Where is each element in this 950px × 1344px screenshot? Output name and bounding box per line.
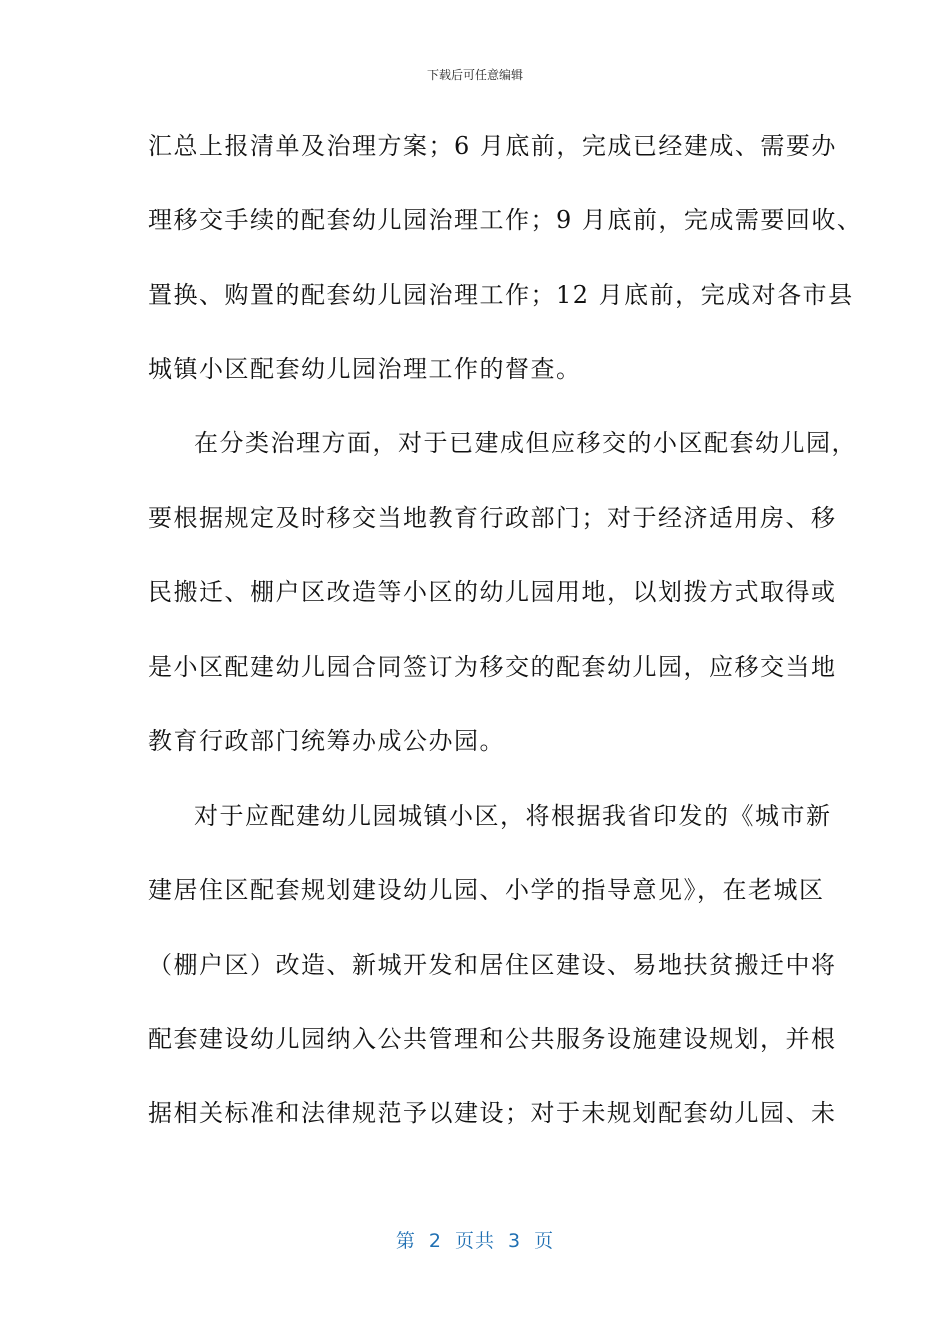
text-line: 配套建设幼儿园纳入公共管理和公共服务设施建设规划，并根 — [148, 1025, 837, 1053]
text-line: 理移交手续的配套幼儿园治理工作；9 月底前，完成需要回收、 — [148, 206, 863, 234]
text-line: 建居住区配套规划建设幼儿园、小学的指导意见》，在老城区 — [148, 876, 825, 904]
text-line: 要根据规定及时移交当地教育行政部门；对于经济适用房、移 — [148, 504, 837, 532]
text-line: 汇总上报清单及治理方案；6 月底前，完成已经建成、需要办 — [148, 132, 837, 160]
text-line: 据相关标准和法律规范予以建设；对于未规划配套幼儿园、未 — [148, 1099, 837, 1127]
text-line: 城镇小区配套幼儿园治理工作的督查。 — [148, 355, 582, 383]
text-line: 民搬迁、棚户区改造等小区的幼儿园用地，以划拨方式取得或 — [148, 578, 837, 606]
paragraph-start-line: 在分类治理方面，对于已建成但应移交的小区配套幼儿园， — [194, 429, 857, 457]
text-line: （棚户区）改造、新城开发和居住区建设、易地扶贫搬迁中将 — [148, 951, 837, 979]
text-line: 教育行政部门统筹办成公办园。 — [148, 727, 505, 755]
text-line: 是小区配建幼儿园合同签订为移交的配套幼儿园，应移交当地 — [148, 653, 837, 681]
text-line: 置换、购置的配套幼儿园治理工作；12 月底前，完成对各市县 — [148, 281, 854, 309]
header-note: 下载后可任意编辑 — [426, 68, 523, 82]
page-number: 第 2 页共 3 页 — [395, 1230, 555, 1252]
paragraph-start-line: 对于应配建幼儿园城镇小区，将根据我省印发的《城市新 — [194, 802, 832, 830]
